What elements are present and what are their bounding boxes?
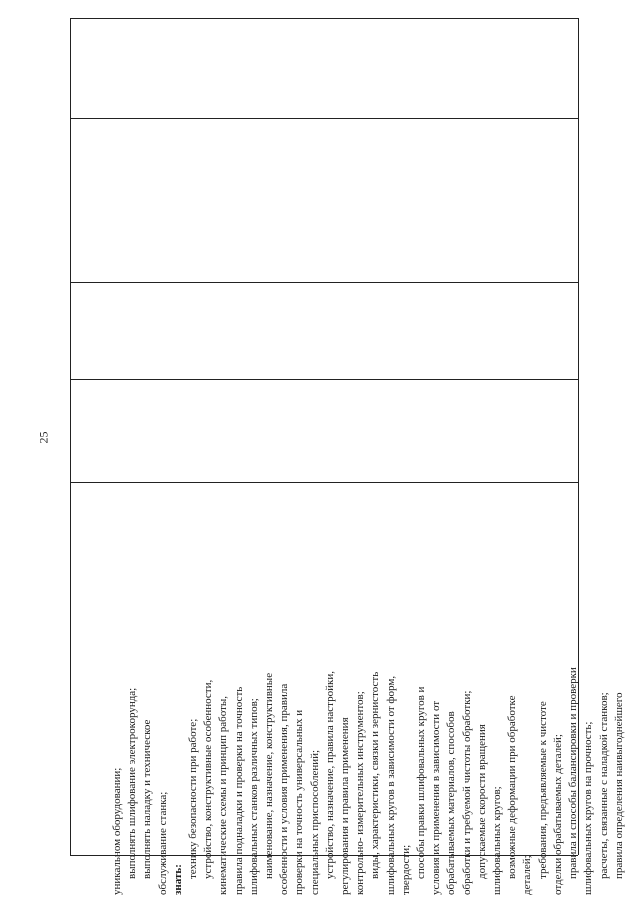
text-line: правила определения наивыгоднейшего bbox=[612, 692, 625, 879]
text-line: шлифовальных кругов в зависимости от форм, bbox=[384, 675, 397, 895]
table-border-top bbox=[70, 18, 578, 19]
text-line: регулирования и правила применения bbox=[339, 717, 352, 895]
text-line: наименование, назначение, конструктивные bbox=[263, 672, 276, 879]
text-line: возможные деформации при обработке bbox=[506, 695, 519, 879]
text-line: расчеты, связанные с наладкой станков; bbox=[597, 692, 610, 879]
text-line: твердости; bbox=[399, 844, 412, 895]
section-heading: знать: bbox=[171, 864, 184, 895]
text-line: допускаемые скорости вращения bbox=[475, 724, 488, 879]
text-line: деталей; bbox=[521, 855, 534, 895]
text-line: уникальном оборудовании; bbox=[111, 767, 123, 895]
text-line: виды, характеристики, связки и зернистость bbox=[369, 671, 382, 879]
text-line: правила и способы балансировки и проверки bbox=[567, 667, 580, 879]
row-divider-3 bbox=[70, 379, 578, 380]
text-line: выполнять шлифование электрокорунда; bbox=[126, 687, 139, 879]
text-line: кинематические схемы и принцип работы, bbox=[217, 695, 230, 895]
text-line: требования, предъявляемые к чистоте bbox=[536, 701, 549, 879]
text-line: шлифовальных кругов; bbox=[491, 786, 504, 895]
row-divider-2 bbox=[70, 282, 578, 283]
text-line: устройство, конструктивные особенности, bbox=[202, 679, 215, 879]
text-line: контрольно- измерительных инструментов; bbox=[354, 691, 367, 895]
text-line: условия их применения в зависимости от bbox=[430, 700, 443, 895]
text-line: особенности и условия применения, правила bbox=[278, 683, 291, 895]
text-line: специальных приспособлений; bbox=[308, 749, 321, 895]
table-border-left bbox=[70, 18, 71, 855]
row-divider-1 bbox=[70, 118, 578, 119]
text-line: отделки обрабатываемых деталей; bbox=[551, 734, 564, 895]
text-line: проверки на точность универсальных и bbox=[293, 709, 306, 895]
row-divider-4 bbox=[70, 482, 578, 483]
page-number: 25 bbox=[36, 431, 51, 444]
text-line: правила подналадки и проверки на точность bbox=[232, 686, 245, 895]
text-line: шлифовальных станков различных типов; bbox=[247, 698, 260, 895]
competency-text-cell bbox=[110, 505, 625, 895]
text-line: шлифовальных кругов на прочность; bbox=[582, 721, 595, 895]
text-line: обслуживание станка; bbox=[156, 791, 169, 895]
text-line: способы правки шлифовальных кругов и bbox=[415, 686, 428, 879]
text-line: обработки и требуемой чистоты обработки; bbox=[460, 690, 473, 895]
text-line: выполнять наладку и техническое bbox=[141, 719, 154, 879]
text-line: устройство, назначение, правила настройки, bbox=[323, 671, 336, 879]
text-line: обрабатываемых материалов, способов bbox=[445, 711, 458, 895]
text-line: технику безопасности при работе; bbox=[187, 718, 200, 879]
